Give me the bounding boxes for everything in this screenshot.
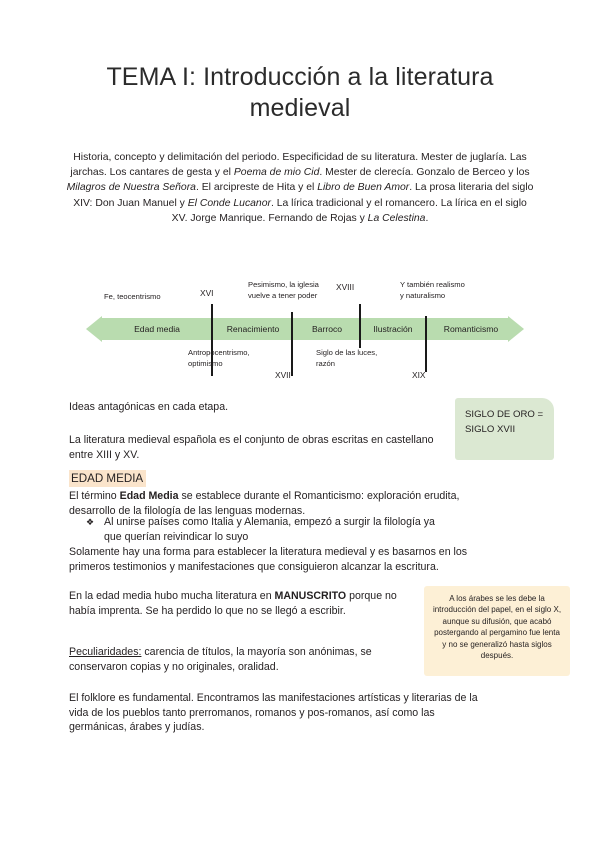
section-heading-edad-media: EDAD MEDIA: [69, 470, 146, 487]
paragraph-peculiaridades-label: Peculiaridades:: [69, 646, 142, 658]
timeline-tick-xix: [425, 316, 427, 372]
paragraph-ideas-antagonicas: Ideas antagónicas en cada etapa.: [69, 401, 229, 413]
paragraph-el-termino: [69, 489, 489, 518]
paragraph-solamente: Solamente hay una forma para establecer la literatura medieval y es basarnos en los primeros testimonios y manifestaciones que consiguieron alcanzar la escritura.: [69, 546, 468, 573]
timeline-century-xvii: XVII: [275, 370, 291, 380]
paragraph-manuscrito-bold: MANUSCRITO: [274, 590, 347, 602]
timeline-century-xviii: XVIII: [336, 282, 355, 292]
timeline-note-pesimismo: Pesimismo, la iglesia vuelve a tener poder: [248, 280, 319, 300]
timeline-era-edad-media: Edad media: [134, 324, 180, 334]
timeline-century-xix: XIX: [412, 370, 426, 380]
timeline-century-xvi: XVI: [200, 288, 214, 298]
paragraph-literatura-medieval: La literatura medieval española es el conjunto de obras escritas en castellano entre XIII y XV.: [69, 434, 434, 461]
paragraph-peculiaridades: [69, 645, 415, 674]
timeline-note-antropocentrismo: Antropocentrismo, optimismo: [188, 348, 250, 368]
paragraph-peculiaridades-rest: carencia de títulos, la mayoría son anónimas, se conservaron copias y no originales, oralidad.: [69, 646, 372, 673]
timeline-tick-xviii: [359, 304, 361, 348]
callout-siglo-de-oro: SIGLO DE ORO = SIGLO XVII: [455, 398, 554, 460]
paragraph-manuscrito-pre: En la edad media hubo mucha literatura en: [69, 590, 275, 602]
intro-paragraph: Historia, concepto y delimitación del periodo. Especificidad de su literatura. Mester de juglaría. Las jarchas. Los cantares de gesta y el Poema de mio Cid. Mester de clerecía. Gonzalo de Berceo y los Milagros de Nuestra Señora. El arcipreste de Hita y el Libro de Buen Amor. La prosa literaria del siglo XIV: Don Juan Manuel y El Conde Lucanor. La lírica tradicional y el romancero. La lírica en el siglo XV. Jorge Manrique. Fernando de Rojas y La Celestina.: [66, 152, 534, 224]
timeline-note-realismo: Y también realismo y naturalismo: [400, 280, 465, 300]
timeline-note-siglo-luces: Siglo de las luces, razón: [316, 348, 378, 368]
timeline-tick-xvii: [291, 312, 293, 376]
timeline-era-ilustracion: Ilustración: [373, 324, 413, 334]
diamond-bullet-icon: ❖: [86, 517, 95, 527]
paragraph-folklore: El folklore es fundamental. Encontramos las manifestaciones artísticas y literarias de la vida de los pueblos tanto prerromanos, romanos y pos-romanos, así como las germánicas, árabes y judías.: [69, 692, 478, 734]
timeline-diagram: [80, 276, 530, 384]
page-title: TEMA I: Introducción a la literatura medieval: [106, 63, 494, 122]
paragraph-manuscrito: [69, 589, 419, 618]
timeline-note-fe: Fe, teocentrismo: [104, 292, 161, 301]
timeline-era-renacimiento: Renacimiento: [226, 324, 280, 334]
callout-arabes-papel: A los árabes se les debe la introducción del papel, en el siglo X, aunque su difusión, que acabó postergando al pergamino fue lenta y no se generalizó hasta siglos después.: [424, 586, 570, 676]
list-item-label: Al unirse países como Italia y Alemania, empezó a surgir la filología ya que querían reivindicar lo suyo: [104, 516, 435, 543]
timeline-era-romanticismo: Romanticismo: [443, 324, 499, 334]
paragraph-el-termino-post: se establece durante el Romanticismo: exploración erudita, desarrollo de la filología de las lenguas modernas.: [69, 490, 460, 517]
paragraph-el-termino-pre: El término: [69, 490, 120, 502]
list-item-filologia: [86, 515, 446, 544]
paragraph-el-termino-bold: Edad Media: [119, 490, 179, 502]
timeline-era-barroco: Barroco: [311, 324, 343, 334]
paragraph-manuscrito-post: porque no había imprenta. Se ha perdido lo que no se llegó a escribir.: [69, 590, 397, 617]
